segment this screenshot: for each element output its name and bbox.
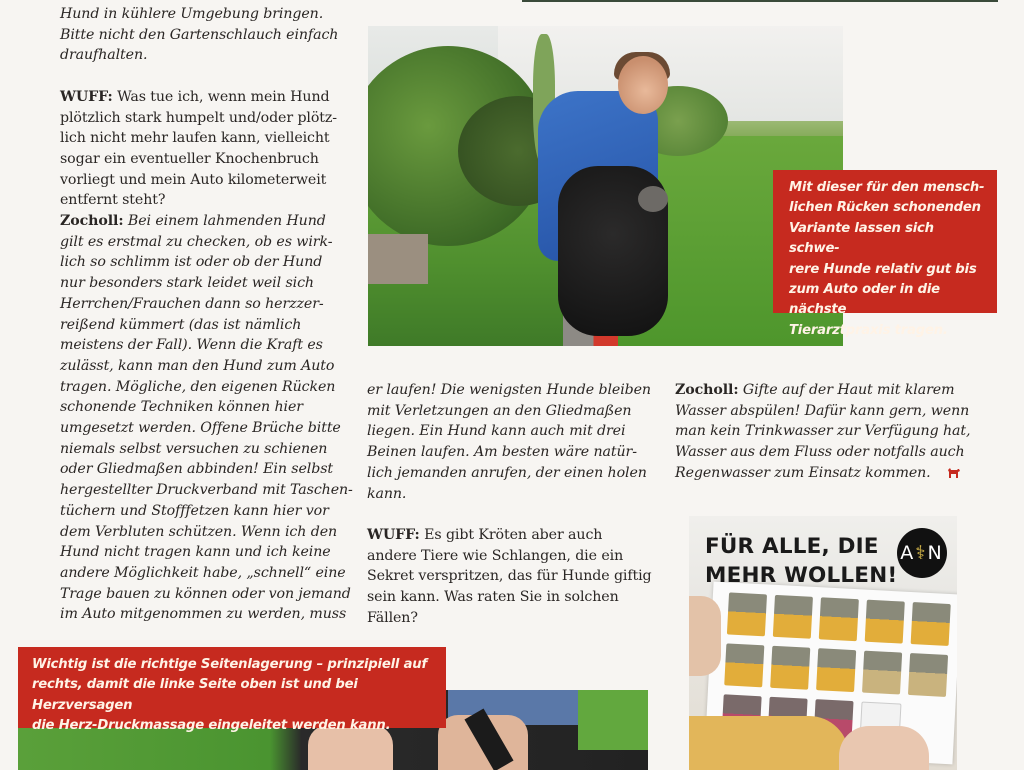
answer-line: liegen. Ein Hund kann auch mit drei — [367, 423, 626, 440]
intro-line: Hund in kühlere Umgebung bringen. — [60, 6, 324, 22]
answer-line: lich so schlimm ist oder ob der Hund — [60, 254, 323, 271]
question-line: sein kann. Was raten Sie in solchen — [367, 589, 619, 606]
speaker-label: Zocholl: — [675, 382, 739, 398]
answer-line: er laufen! Die wenigsten Hunde bleiben — [367, 382, 651, 398]
question-1: WUFF: Was tue ich, wenn mein Hund — [60, 88, 330, 105]
answer-2: Zocholl: Gifte auf der Haut mit klarem — [675, 382, 955, 398]
answer-line: oder Gliedmaßen abbinden! Ein selbst — [60, 461, 333, 478]
question-2: WUFF: Es gibt Kröten aber auch — [367, 526, 603, 543]
answer-line: nur besonders stark leidet weil sich — [60, 275, 314, 292]
speaker-label: WUFF: — [60, 88, 113, 105]
answer-line: schonende Techniken können hier — [60, 399, 303, 416]
advertisement-atn[interactable] — [689, 516, 957, 770]
answer-1: Zocholl: Bei einem lahmenden Hund — [60, 213, 326, 230]
answer-line: zulässt, kann man den Hund zum Auto — [60, 357, 335, 374]
answer-line: man kein Trinkwasser zur Verfügung hat, — [675, 423, 971, 440]
answer-line: tragen. Mögliche, den eigenen Rücken — [60, 378, 336, 395]
question-line: Sekret verspritzen, das für Hunde giftig — [367, 568, 652, 585]
answer-line: umgesetzt werden. Offene Brüche bitte — [60, 420, 341, 437]
answer-line: reißend kümmert (das ist nämlich — [60, 316, 302, 333]
answer-line: meistens der Fall). Wenn die Kraft es — [60, 337, 323, 354]
answer-line: tüchern und Stofffetzen kann hier vor — [60, 502, 329, 519]
answer-line: Beinen laufen. Am besten wäre natür- — [367, 444, 637, 461]
answer-line: Wasser aus dem Fluss oder notfalls auch — [675, 444, 965, 461]
ad-headline: FÜR ALLE, DIE MEHR WOLLEN! — [705, 534, 898, 588]
question-line: andere Tiere wie Schlangen, die ein — [367, 547, 624, 564]
question-line: lich nicht mehr laufen kann, vielleicht — [60, 130, 330, 147]
answer-line: hergestellter Druckverband mit Taschen- — [60, 482, 353, 499]
answer-line: Wasser abspülen! Dafür kann gern, wenn — [675, 402, 970, 419]
answer-line: Herrchen/Frauchen dann so herzzer- — [60, 295, 324, 312]
answer-line: Hund nicht tragen kann und ich keine — [60, 544, 331, 561]
atn-logo-icon: A⚕N — [897, 528, 947, 578]
speaker-label: WUFF: — [367, 526, 420, 543]
dog-icon — [948, 467, 960, 481]
top-photo-edge — [522, 0, 998, 2]
question-line: plötzlich stark humpelt und/oder plötz- — [60, 109, 337, 126]
photo-woman-carrying-dog — [368, 26, 843, 346]
answer-line: Trage bauen zu können oder von jemand — [60, 585, 351, 602]
article-column-middle — [367, 380, 657, 628]
answer-line: lich jemanden anrufen, der einen holen — [367, 464, 647, 481]
answer-line: im Auto mitgenommen zu werden, muss — [60, 606, 347, 623]
question-line: entfernt steht? — [60, 192, 166, 209]
answer-line: gilt es erstmal zu checken, ob es wirk- — [60, 233, 333, 250]
answer-line: mit Verletzungen an den Gliedmaßen — [367, 402, 632, 419]
photo-caption-side-position: Wichtig ist die richtige Seitenlagerung – prinzipiell auf rechts, damit die linke Seite oben ist und bei Herzversagen die Herz-Druckmassage eingeleitet werden kann. — [18, 647, 446, 728]
answer-line: niemals selbst versuchen zu schienen — [60, 440, 328, 457]
question-line: sogar ein eventueller Knochenbruch — [60, 150, 319, 167]
intro-line: Bitte nicht den Gartenschlauch einfach — [60, 26, 339, 43]
intro-line: draufhalten. — [60, 47, 148, 64]
answer-line: Regenwasser zum Einsatz kommen. — [675, 464, 931, 481]
answer-line: andere Möglichkeit habe, „schnell“ eine — [60, 564, 346, 581]
question-line: Fällen? — [367, 609, 418, 626]
speaker-label: Zocholl: — [60, 213, 124, 230]
question-line: vorliegt und mein Auto kilometerweit — [60, 171, 327, 188]
photo-caption-carrying: Mit dieser für den mensch- lichen Rücken schonenden Variante lassen sich schwe- rere Hunde relativ gut bis zum Auto oder in die nächste Tierarztpraxis tragen. — [773, 170, 997, 313]
article-column-right — [675, 380, 975, 484]
answer-line: dem Verbluten schützen. Wenn ich den — [60, 523, 338, 540]
answer-line: kann. — [367, 485, 407, 502]
article-column-left — [60, 4, 360, 625]
